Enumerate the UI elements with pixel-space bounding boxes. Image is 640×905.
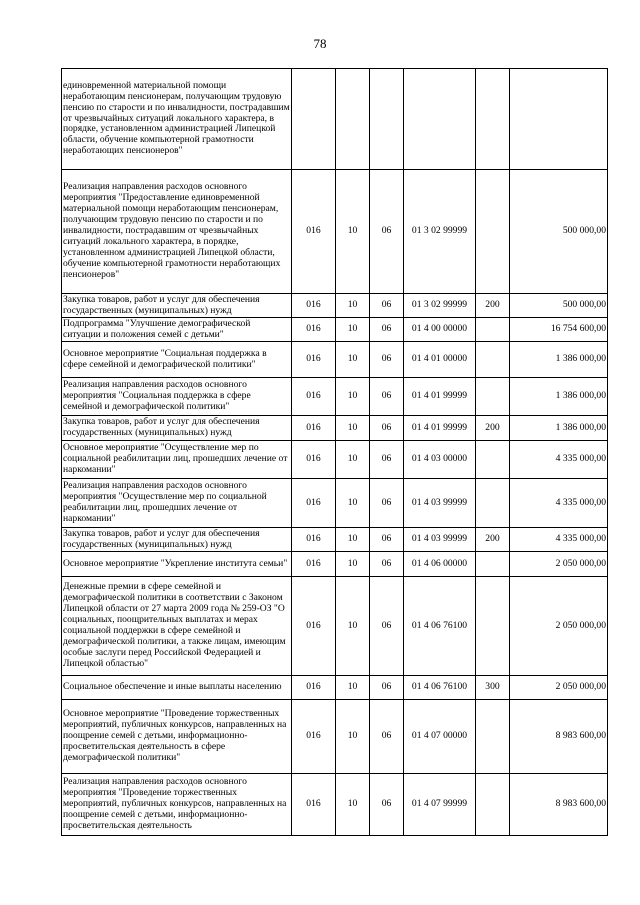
- expense-type-cell: [476, 577, 510, 676]
- amount-cell: 1 386 000,00: [510, 342, 608, 378]
- target-article-cell: 01 4 00 00000: [404, 318, 476, 342]
- amount-cell: 4 335 000,00: [510, 479, 608, 528]
- ministry-code-cell: 016: [292, 700, 336, 774]
- table-row: [62, 342, 608, 378]
- ministry-code-cell: 016: [292, 479, 336, 528]
- subsection-code-cell: 06: [370, 378, 404, 416]
- expense-type-cell: [476, 170, 510, 294]
- section-code-cell: 10: [336, 441, 370, 479]
- subsection-code-cell: [370, 69, 404, 170]
- section-code-cell: 10: [336, 700, 370, 774]
- table-row: [62, 378, 608, 416]
- table-row: [62, 441, 608, 479]
- subsection-code-cell: 06: [370, 528, 404, 552]
- item-name-cell: Закупка товаров, работ и услуг для обеспечения государственных (муниципальных) нужд: [62, 416, 292, 441]
- target-article-cell: 01 4 01 99999: [404, 378, 476, 416]
- section-code-cell: 10: [336, 479, 370, 528]
- subsection-code-cell: 06: [370, 774, 404, 836]
- section-code-cell: 10: [336, 342, 370, 378]
- expense-type-cell: 300: [476, 676, 510, 700]
- table-row: [62, 676, 608, 700]
- table-row: [62, 416, 608, 441]
- item-name-cell: Закупка товаров, работ и услуг для обеспечения государственных (муниципальных) нужд: [62, 294, 292, 318]
- target-article-cell: 01 4 06 76100: [404, 676, 476, 700]
- item-name-cell: Денежные премии в сфере семейной и демографической политики в соответствии с Законом Липецкой области от 27 марта 2009 года № 259-ОЗ "О социальных, поощрительных выплатах и мерах социальной поддержки в сфере семейной и демографической политики, а также лицам, имеющим особые заслуги перед Российской Федерацией и Липецкой областью": [62, 577, 292, 676]
- amount-cell: 1 386 000,00: [510, 416, 608, 441]
- subsection-code-cell: 06: [370, 577, 404, 676]
- table-row: [62, 479, 608, 528]
- page-number: 78: [313, 36, 327, 51]
- amount-cell: 500 000,00: [510, 170, 608, 294]
- target-article-cell: [404, 69, 476, 170]
- expense-type-cell: [476, 552, 510, 577]
- amount-cell: 8 983 600,00: [510, 700, 608, 774]
- ministry-code-cell: 016: [292, 676, 336, 700]
- ministry-code-cell: 016: [292, 342, 336, 378]
- budget-table-body: [62, 69, 608, 836]
- amount-cell: 2 050 000,00: [510, 552, 608, 577]
- section-code-cell: 10: [336, 170, 370, 294]
- expense-type-cell: 200: [476, 416, 510, 441]
- amount-cell: 2 050 000,00: [510, 577, 608, 676]
- expense-type-cell: [476, 342, 510, 378]
- expense-type-cell: 200: [476, 528, 510, 552]
- amount-cell: 4 335 000,00: [510, 441, 608, 479]
- item-name-cell: Реализация направления расходов основного мероприятия "Социальная поддержка в сфере семейной и демографической политики": [62, 378, 292, 416]
- table-row: [62, 170, 608, 294]
- ministry-code-cell: 016: [292, 294, 336, 318]
- item-name-cell: Основное мероприятие "Осуществление мер по социальной реабилитации лиц, прошедших лечение от наркомании": [62, 441, 292, 479]
- subsection-code-cell: 06: [370, 342, 404, 378]
- item-name-cell: Закупка товаров, работ и услуг для обеспечения государственных (муниципальных) нужд: [62, 528, 292, 552]
- item-name-cell: Социальное обеспечение и иные выплаты населению: [62, 676, 292, 700]
- section-code-cell: 10: [336, 577, 370, 676]
- ministry-code-cell: 016: [292, 378, 336, 416]
- expense-type-cell: [476, 318, 510, 342]
- ministry-code-cell: 016: [292, 552, 336, 577]
- section-code-cell: 10: [336, 378, 370, 416]
- target-article-cell: 01 4 03 99999: [404, 479, 476, 528]
- section-code-cell: 10: [336, 774, 370, 836]
- section-code-cell: 10: [336, 552, 370, 577]
- section-code-cell: 10: [336, 294, 370, 318]
- expense-type-cell: [476, 69, 510, 170]
- item-name-cell: Основное мероприятие "Укрепление института семьи": [62, 552, 292, 577]
- ministry-code-cell: 016: [292, 416, 336, 441]
- amount-cell: 16 754 600,00: [510, 318, 608, 342]
- table-row: [62, 700, 608, 774]
- subsection-code-cell: 06: [370, 552, 404, 577]
- section-code-cell: 10: [336, 318, 370, 342]
- item-name-cell: Основное мероприятие "Социальная поддержка в сфере семейной и демографической политики": [62, 342, 292, 378]
- ministry-code-cell: 016: [292, 318, 336, 342]
- item-name-cell: единовременной материальной помощи неработающим пенсионерам, получающим трудовую пенсию по старости и по инвалидности, пострадавшим от чрезвычайных ситуаций локального характера, в порядке, установленном администрацией Липецкой области, обучение компьютерной грамотности неработающих пенсионеров": [62, 69, 292, 170]
- item-name-cell: Подпрограмма "Улучшение демографической ситуации и положения семей с детьми": [62, 318, 292, 342]
- target-article-cell: 01 4 03 00000: [404, 441, 476, 479]
- section-code-cell: 10: [336, 416, 370, 441]
- target-article-cell: 01 4 07 99999: [404, 774, 476, 836]
- ministry-code-cell: 016: [292, 528, 336, 552]
- expense-type-cell: [476, 774, 510, 836]
- table-row: [62, 528, 608, 552]
- subsection-code-cell: 06: [370, 676, 404, 700]
- subsection-code-cell: 06: [370, 416, 404, 441]
- section-code-cell: 10: [336, 676, 370, 700]
- budget-table: [61, 68, 608, 836]
- target-article-cell: 01 4 03 99999: [404, 528, 476, 552]
- amount-cell: 4 335 000,00: [510, 528, 608, 552]
- target-article-cell: 01 4 07 00000: [404, 700, 476, 774]
- target-article-cell: 01 3 02 99999: [404, 294, 476, 318]
- subsection-code-cell: 06: [370, 294, 404, 318]
- expense-type-cell: [476, 441, 510, 479]
- target-article-cell: 01 4 06 76100: [404, 577, 476, 676]
- table-row: [62, 69, 608, 170]
- target-article-cell: 01 3 02 99999: [404, 170, 476, 294]
- subsection-code-cell: 06: [370, 441, 404, 479]
- amount-cell: 1 386 000,00: [510, 378, 608, 416]
- target-article-cell: 01 4 01 99999: [404, 416, 476, 441]
- section-code-cell: 10: [336, 528, 370, 552]
- item-name-cell: Реализация направления расходов основного мероприятия "Проведение торжественных мероприятий, публичных конкурсов, направленных на поощрение семей с детьми, информационно-просветительская деятельность: [62, 774, 292, 836]
- expense-type-cell: [476, 378, 510, 416]
- target-article-cell: 01 4 01 00000: [404, 342, 476, 378]
- subsection-code-cell: 06: [370, 170, 404, 294]
- expense-type-cell: [476, 700, 510, 774]
- subsection-code-cell: 06: [370, 318, 404, 342]
- ministry-code-cell: 016: [292, 441, 336, 479]
- amount-cell: [510, 69, 608, 170]
- ministry-code-cell: 016: [292, 170, 336, 294]
- expense-type-cell: 200: [476, 294, 510, 318]
- section-code-cell: [336, 69, 370, 170]
- expense-type-cell: [476, 479, 510, 528]
- ministry-code-cell: [292, 69, 336, 170]
- table-row: [62, 577, 608, 676]
- ministry-code-cell: 016: [292, 774, 336, 836]
- item-name-cell: Реализация направления расходов основного мероприятия "Предоставление единовременной материальной помощи неработающим пенсионерам, получающим трудовую пенсию по старости и по инвалидности, пострадавшим от чрезвычайных ситуаций локального характера, в порядке, установленном администрацией Липецкой области, обучение компьютерной грамотности неработающих пенсионеров": [62, 170, 292, 294]
- amount-cell: 2 050 000,00: [510, 676, 608, 700]
- subsection-code-cell: 06: [370, 700, 404, 774]
- subsection-code-cell: 06: [370, 479, 404, 528]
- amount-cell: 500 000,00: [510, 294, 608, 318]
- item-name-cell: Основное мероприятие "Проведение торжественных мероприятий, публичных конкурсов, направленных на поощрение семей с детьми, информационно-просветительская деятельность в сфере демографической политики": [62, 700, 292, 774]
- table-row: [62, 294, 608, 318]
- table-row: [62, 774, 608, 836]
- amount-cell: 8 983 600,00: [510, 774, 608, 836]
- table-row: [62, 552, 608, 577]
- item-name-cell: Реализация направления расходов основного мероприятия "Осуществление мер по социальной реабилитации лиц, прошедших лечение от наркомании": [62, 479, 292, 528]
- ministry-code-cell: 016: [292, 577, 336, 676]
- target-article-cell: 01 4 06 00000: [404, 552, 476, 577]
- table-row: [62, 318, 608, 342]
